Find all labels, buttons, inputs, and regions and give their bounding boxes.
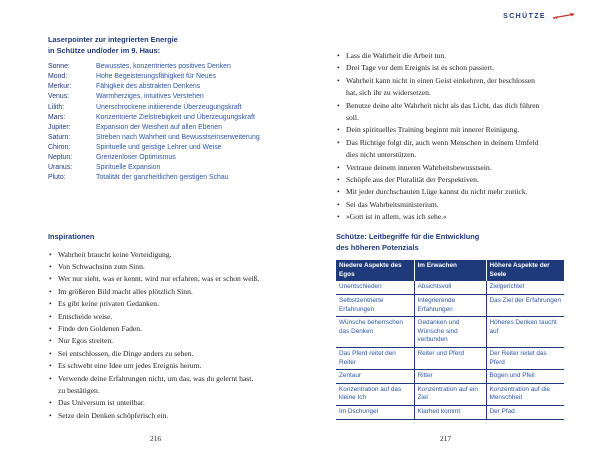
table-cell: Höheres Denken taucht auf (486, 317, 564, 348)
list-item: • Wahrheit braucht keine Verteidigung. (48, 249, 288, 261)
planet-row (48, 163, 278, 173)
planet-row (48, 173, 278, 183)
list-item: • Verwende deine Erfahrungen nicht, um das, was du gelernt hast, (48, 373, 288, 385)
list-item: • Das Richtige folgt dir, auch wenn Menschen in deinem Umfeld (336, 137, 566, 149)
planet-description: Warmherziges, intuitives Verstehen (96, 93, 204, 101)
table-header-cell: Niedere Aspekte des Egos (336, 260, 414, 281)
planet-description: Hohe Begeisterungsfähigkeit für Neues (96, 73, 216, 81)
table-cell: Der Reiter reitet das Pferd (486, 347, 564, 369)
table-row (336, 294, 564, 316)
list-item: • Wahrheit kann nicht in einen Geist einkehren, der beschlossen (336, 75, 566, 87)
planet-name: Sonne: (48, 63, 70, 71)
planet-row (48, 82, 278, 92)
inspirations-section (48, 232, 288, 422)
list-item: • Wer nur sieht, was er kennt, wird nur erfahren, was er schon weiß. (48, 273, 288, 285)
list-item: • Es gibt keine privaten Gedanken. (48, 298, 288, 310)
table-row (336, 281, 564, 294)
list-item: hat, sich ihr zu widersetzen. (346, 88, 431, 98)
planet-name: Merkur: (48, 83, 72, 91)
list-item: • Sei entschlossen, die Dinge anders zu sehen. (48, 348, 288, 360)
list-item: • Mit jeder durchschauten Lüge kannst du nicht mehr zurück. (336, 186, 566, 198)
leitbegriffe-title (336, 232, 564, 253)
table-cell: Klarheit kommt (414, 405, 486, 419)
planet-description: Totalität der ganzheitlichen geistigen Schau (96, 174, 229, 182)
list-item: • Das Universum ist unteilbar. (48, 397, 288, 409)
list-item: • Entscheide weise. (48, 311, 288, 323)
arrow-icon (552, 12, 576, 20)
page-number-right: 217 (440, 434, 452, 443)
running-header (503, 12, 576, 20)
table-row (336, 317, 564, 348)
table-cell: Zielgerichtet (486, 281, 564, 294)
list-item: • Finde den Goldenen Faden. (48, 323, 288, 335)
wisdom-list (336, 50, 566, 224)
list-item: dies nicht unterstützen. (346, 150, 417, 160)
planet-name: Mond: (48, 73, 68, 81)
planet-row (48, 103, 278, 113)
planet-description: Unerschrockene initiierende Überzeugungskraft (96, 103, 242, 111)
inspirations-title: Inspirationen (48, 232, 95, 241)
table-cell: Zentaur (336, 370, 414, 384)
planet-description: Expansion der Weisheit auf allen Ebenen (96, 123, 222, 131)
planet-row (48, 92, 278, 102)
table-row (336, 347, 564, 369)
list-item: • Sei das Wahrheitsministerium. (336, 199, 566, 211)
table-row (336, 383, 564, 405)
list-item: • Dein spirituelles Training beginnt mit innerer Reinigung. (336, 124, 566, 136)
list-item: • Benutze deine alte Wahrheit nicht als das Licht, das dich führen (336, 100, 566, 112)
table-cell: Im Dschungel (336, 405, 414, 419)
laserpointer-title (48, 35, 278, 56)
laserpointer-title-line2: in Schütze und/oder im 9. Haus: (48, 45, 161, 55)
planet-description: Konzentrierte Zielstrebigkeit und Überzeugungskraft (96, 113, 255, 121)
planet-description: Spirituelle und geistige Lehrer und Weise (96, 143, 222, 151)
inspirations-list (48, 249, 288, 423)
laserpointer-title-line1: Laserpointer zur integrierten Energie (48, 35, 178, 44)
list-item: zu bestätigen. (58, 386, 100, 396)
planet-row (48, 133, 278, 143)
leitbegriffe-title-line1: Schütze: Leitbegriffe für die Entwicklung (336, 232, 480, 241)
table-cell: Konzentration auf die Menschheit (486, 383, 564, 405)
table-cell: Das Pferd reitet den Reiter (336, 347, 414, 369)
list-item: soll. (346, 113, 359, 123)
planet-name: Uranus: (48, 164, 73, 172)
planet-name: Jupiter: (48, 123, 71, 131)
table-cell: Der Pfad (486, 405, 564, 419)
planet-description: Streben nach Wahrheit und Bewusstseinserweiterung (96, 133, 260, 141)
table-cell: Selbstzentrierte Erfahrungen (336, 294, 414, 316)
laserpointer-section (48, 35, 278, 183)
planet-name: Venus: (48, 93, 70, 101)
table-header-row (336, 260, 564, 281)
table-cell: Wünsche beherrschen das Denken (336, 317, 414, 348)
planet-row (48, 153, 278, 163)
table-cell: Gedanken und Wünsche sind verbunden (414, 317, 486, 348)
table-row (336, 405, 564, 419)
planet-name: Pluto: (48, 174, 66, 182)
planet-row (48, 123, 278, 133)
table-cell: Reiter und Pferd (414, 347, 486, 369)
table-cell: Das Ziel der Erfahrungen (486, 294, 564, 316)
planet-description: Spirituelle Expansion (96, 164, 161, 172)
table-cell: Absichtsvoll (414, 281, 486, 294)
table-row (336, 370, 564, 384)
section-tag: SCHÜTZE (503, 12, 546, 20)
planet-description: Fähigkeit des abstrakten Denkens (96, 83, 201, 91)
planet-name: Lilith: (48, 103, 65, 111)
table-header-cell: Höhere Aspekte der Seele (486, 260, 564, 281)
table-cell: Ritter (414, 370, 486, 384)
list-item: • Vertraue deinem inneren Wahrheitsbewusstsein. (336, 162, 566, 174)
planet-list (48, 62, 278, 183)
planet-row (48, 62, 278, 72)
table-header-cell: Im Erwachen (414, 260, 486, 281)
leitbegriffe-title-line2: des höheren Potenzials (336, 242, 419, 252)
list-item: • Es schwebt eine Idee um jedes Ereignis herum. (48, 360, 288, 372)
list-item: • Schöpfe aus der Pluralität der Perspektiven. (336, 174, 566, 186)
planet-name: Saturn: (48, 133, 71, 141)
table-cell: Bogen und Pfeil (486, 370, 564, 384)
planet-description: Grenzenloser Optimismus (96, 154, 176, 162)
planet-row (48, 113, 278, 123)
table-cell: Integrierende Erfahrungen (414, 294, 486, 316)
planet-name: Neptun: (48, 154, 73, 162)
table-cell: Konzentration auf ein Ziel (414, 383, 486, 405)
list-item: • Drei Tage vor dem Ereignis ist es schon passiert. (336, 62, 566, 74)
leitbegriffe-table (336, 260, 564, 419)
planet-row (48, 72, 278, 82)
table-cell: Unentschieden (336, 281, 414, 294)
planet-description: Bewusstes, konzentriertes positives Denken (96, 63, 231, 71)
list-item: • Im größeren Bild macht alles plötzlich Sinn. (48, 286, 288, 298)
list-item: • Setze dein Denken schöpferisch ein. (48, 410, 288, 422)
planet-name: Mars: (48, 113, 66, 121)
page-number-left: 216 (150, 434, 162, 443)
list-item: • Lass die Wahrheit die Arbeit tun. (336, 50, 566, 62)
leitbegriffe-section (336, 232, 564, 420)
list-item: • Von Schwachsinn zum Sinn. (48, 261, 288, 273)
list-item: • Nur Egos streiten. (48, 335, 288, 347)
list-item: • »Gott ist in allem, was ich sehe.« (336, 211, 566, 223)
planet-name: Chiron: (48, 143, 71, 151)
table-cell: Konzentration auf das kleine Ich (336, 383, 414, 405)
planet-row (48, 143, 278, 153)
